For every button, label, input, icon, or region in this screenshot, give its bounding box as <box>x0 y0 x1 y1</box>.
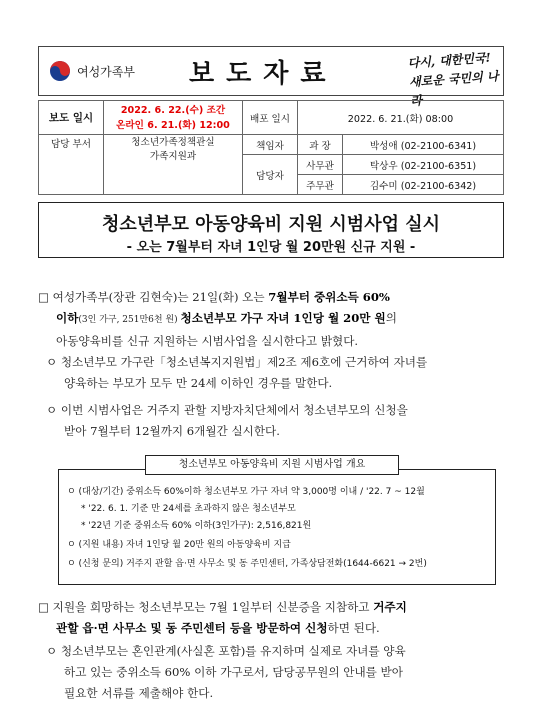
dept-label: 담당 부서 <box>39 135 104 195</box>
p2-line-2: 양육하는 부모가 모두 만 24세 이하인 경우를 말한다. <box>64 376 333 390</box>
sub-headline: - 오는 7월부터 자녀 1인당 월 20만원 신규 지원 - <box>126 240 416 255</box>
contact-role: 사무관 <box>298 155 343 175</box>
contact-role: 과 장 <box>298 135 343 155</box>
summary-note: * '22년 기준 중위소득 60% 이하(3인가구): 2,516,821원 <box>81 521 312 531</box>
p1-text: 여성가족부(장관 김현숙)는 21일(화) 오는 <box>52 290 269 304</box>
slogan-line-1: 다시, 대한민국! <box>407 50 492 71</box>
release-info-table <box>38 100 504 195</box>
p4-text: 하면 된다. <box>327 621 380 635</box>
contact-name: 김수미 (02-2100-6342) <box>343 175 504 195</box>
dept-name <box>104 135 243 195</box>
taegeuk-logo-icon <box>49 60 71 82</box>
summary-note: * '22. 6. 1. 기준 만 24세를 초과하지 않은 청소년부모 <box>81 504 296 514</box>
p5-line-2: 하고 있는 중위소득 60% 이하 가구로서, 담당공무원의 안내를 받아 <box>64 665 403 679</box>
p1-bold: 이하 <box>56 311 79 325</box>
p1-bold: 청소년부모 가구 자녀 1인당 월 20만 원 <box>180 311 386 325</box>
p1-text: 의 <box>385 311 397 325</box>
release-datetime <box>104 101 243 135</box>
p4-bold: 거주지 <box>373 600 407 614</box>
circle-bullet-icon: ㅇ <box>46 355 58 369</box>
contact-name: 박성애 (02-2100-6341) <box>343 135 504 155</box>
p5-line-1: 청소년부모는 혼인관계(사실혼 포함)를 유지하며 실제로 자녀를 양육 <box>60 644 406 658</box>
paragraph-4 <box>38 597 508 639</box>
paragraph-5 <box>46 641 508 704</box>
paragraph-1 <box>38 287 508 352</box>
p5-line-3: 필요한 서류를 제출해야 한다. <box>64 686 214 700</box>
distribute-value: 2022. 6. 21.(화) 08:00 <box>298 101 504 135</box>
responsible-label: 책임자 <box>243 135 298 155</box>
dept-line-1: 청소년가족정책관실 <box>131 137 215 148</box>
contact-label: 담당자 <box>243 155 298 195</box>
headline-box <box>38 202 504 258</box>
contact-role: 주무관 <box>298 175 343 195</box>
p4-text: 지원을 희망하는 청소년부모는 7월 1일부터 신분증을 지참하고 <box>52 600 374 614</box>
paragraph-3 <box>46 400 508 442</box>
circle-bullet-icon: ㅇ <box>46 644 58 658</box>
headline: 청소년부모 아동양육비 지원 시범사업 실시 <box>101 214 441 235</box>
p3-line-1: 이번 시범사업은 거주지 관할 지방자치단체에서 청소년부모의 신청을 <box>60 403 408 417</box>
p3-line-2: 받아 7월부터 12월까지 6개월간 실시한다. <box>64 424 280 438</box>
square-bullet-icon: □ <box>38 600 49 614</box>
circle-bullet-icon: ㅇ <box>46 403 58 417</box>
header-band <box>38 46 504 109</box>
summary-target: ㅇ (대상/기간) 중위소득 60%이하 청소년부모 가구 자녀 약 3,000명 이내 / '22. 7 ~ 12월 <box>67 487 425 497</box>
p1-bold: 7월부터 중위소득 60% <box>268 290 390 304</box>
p1-line-3: 아동양육비를 신규 지원하는 시범사업을 실시한다고 밝혔다. <box>56 334 359 348</box>
square-bullet-icon: □ <box>38 290 49 304</box>
summary-support: ㅇ (지원 내용) 자녀 1인당 월 20만 원의 아동양육비 지급 <box>67 540 291 550</box>
dept-line-2: 가족지원과 <box>149 151 197 162</box>
distribute-label: 배포 일시 <box>243 101 298 135</box>
release-label: 보도 일시 <box>39 101 104 135</box>
release-line-1: 2022. 6. 22.(수) 조간 <box>120 104 226 116</box>
summary-inquiry: ㅇ (신청 문의) 거주지 관할 읍·면 사무소 및 동 주민센터, 가족상담전화(1644-6621 → 2번) <box>67 559 427 569</box>
summary-box <box>58 469 496 585</box>
paragraph-2 <box>46 352 508 394</box>
press-release-title: 보도자료 <box>189 59 338 89</box>
summary-title: 청소년부모 아동양육비 지원 시범사업 개요 <box>145 455 399 475</box>
release-line-2: 온라인 6. 21.(화) 12:00 <box>116 119 230 131</box>
p4-bold: 관할 읍·면 사무소 및 동 주민센터 등을 방문하여 신청 <box>56 621 328 635</box>
p2-line-1: 청소년부모 가구란「청소년복지지원법」제2조 제6호에 근거하여 자녀를 <box>60 355 428 369</box>
contact-name: 탁상우 (02-2100-6351) <box>343 155 504 175</box>
ministry-name: 여성가족부 <box>77 65 135 79</box>
slogan-line-2: 새로운 국민의 나라 <box>408 69 499 109</box>
p1-note: (3인 가구, 251만6천 원) <box>78 315 181 325</box>
